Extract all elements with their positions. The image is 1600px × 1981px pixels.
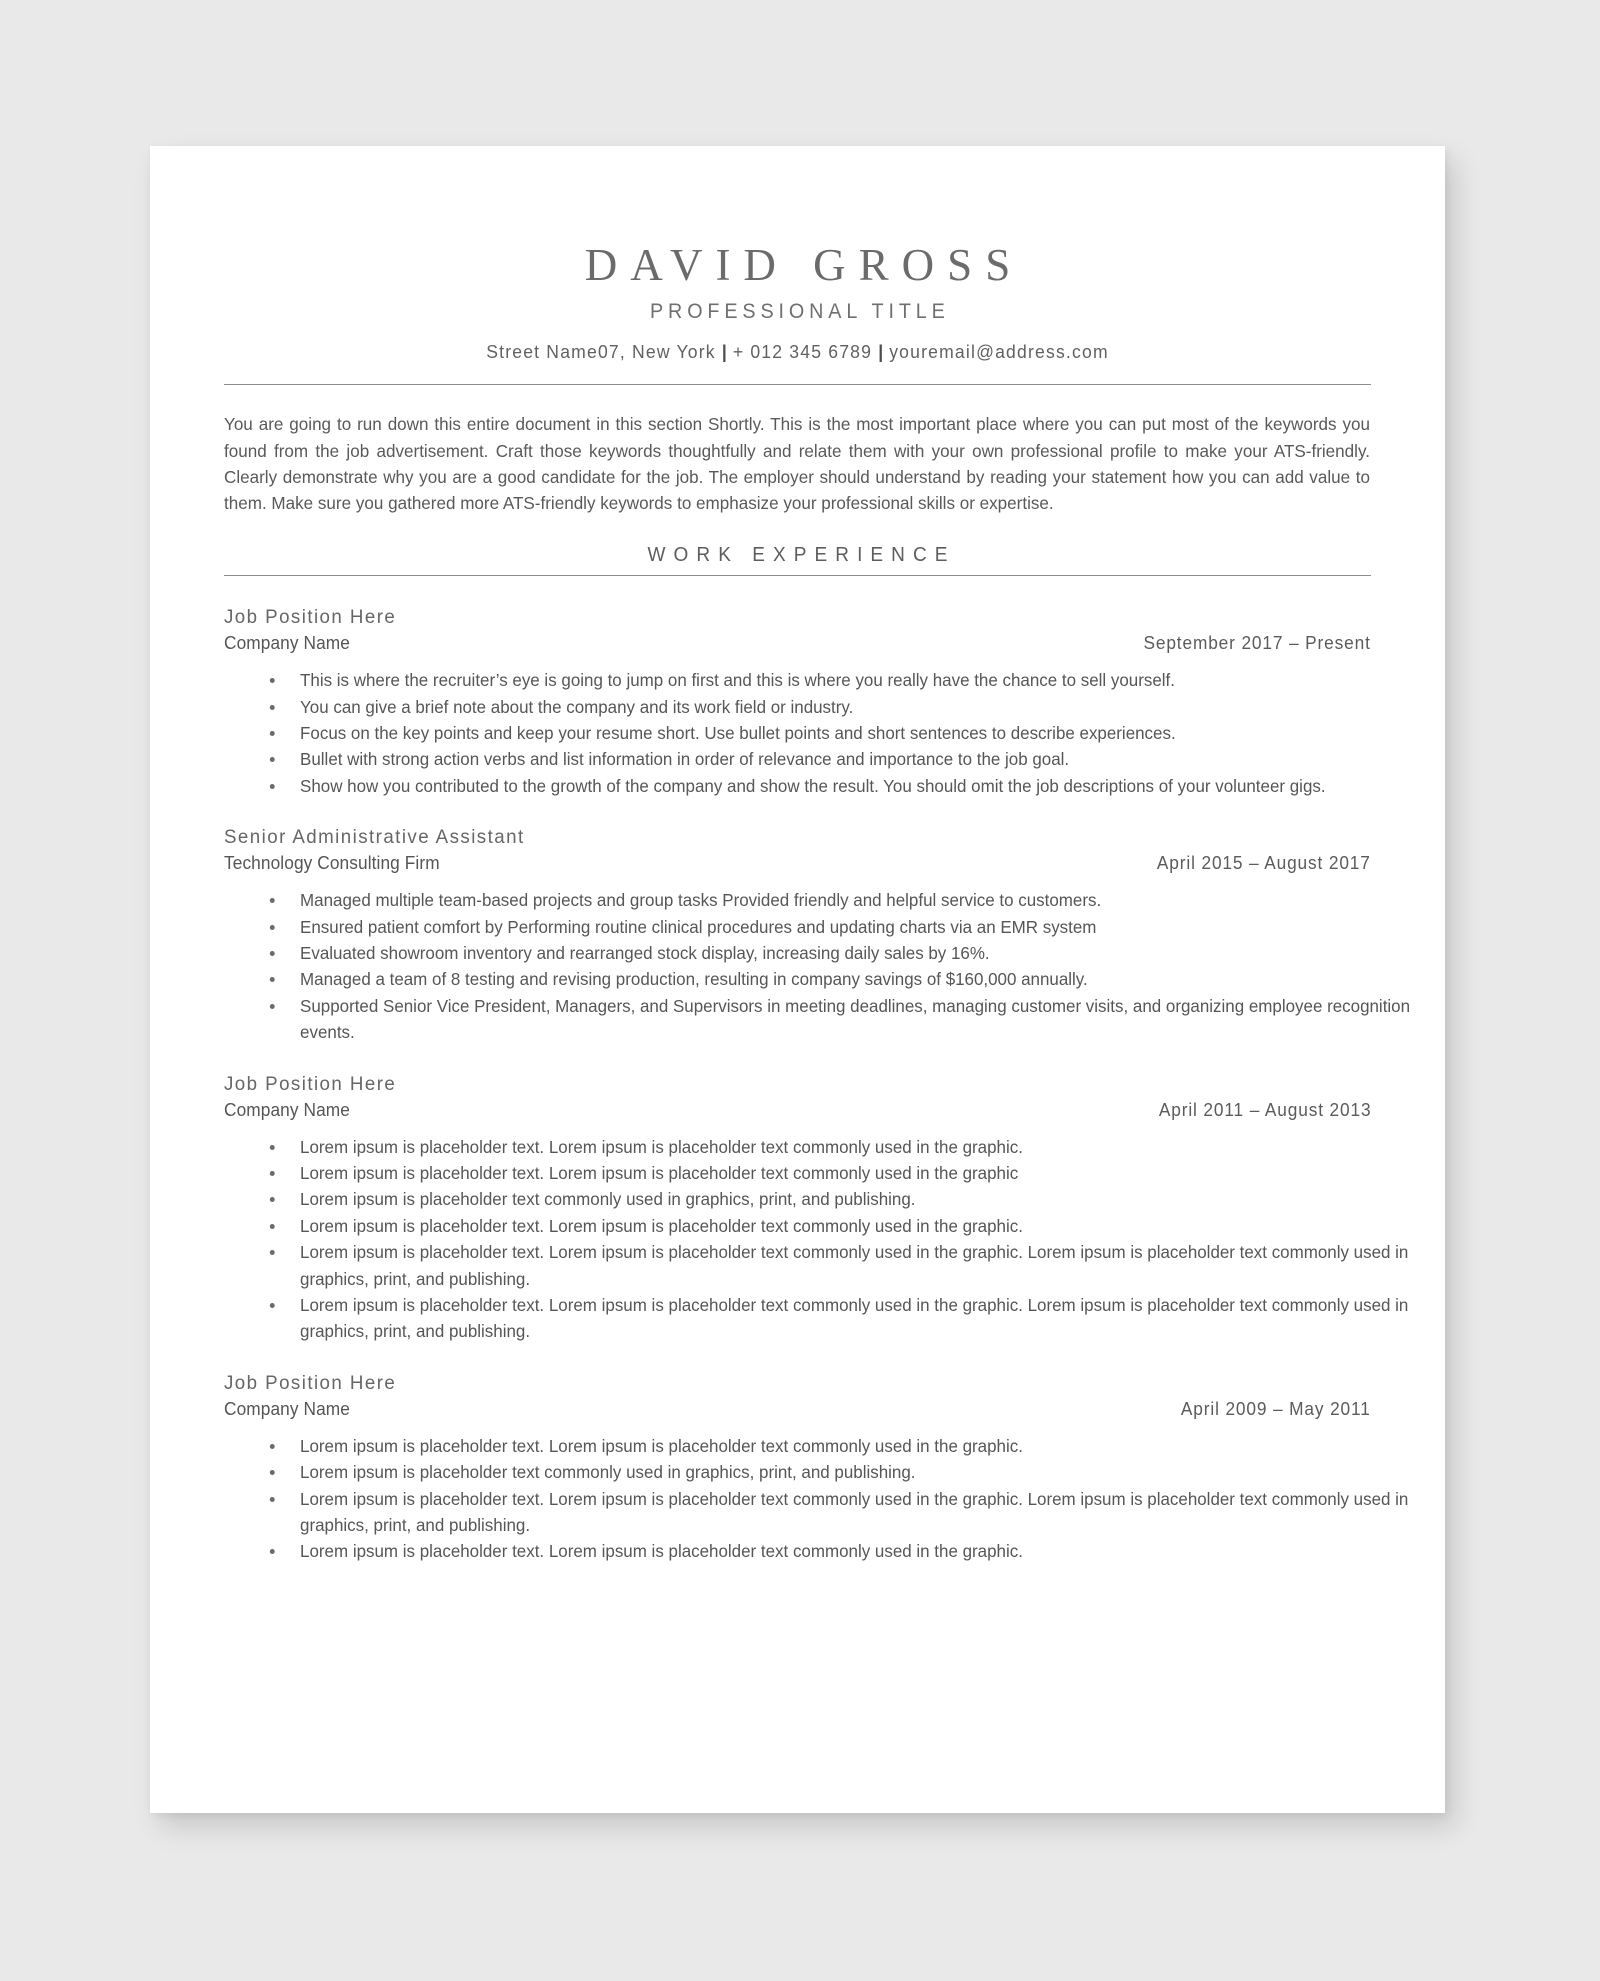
job-meta-row xyxy=(224,630,1371,654)
job-bullet: Lorem ipsum is placeholder text commonly used in graphics, print, and publishing. xyxy=(224,1186,1446,1212)
contact-separator-2: | xyxy=(878,341,884,363)
job-bullet: Managed multiple team-based projects and group tasks Provided friendly and helpful service to customers. xyxy=(224,887,1446,913)
job-bullet-list xyxy=(224,1121,1409,1345)
job-bullet: Lorem ipsum is placeholder text. Lorem ipsum is placeholder text commonly used in the graphic. Lorem ipsum is placeholder text commonly used in graphics, print, and publishing. xyxy=(224,1239,1446,1292)
job-bullet: Lorem ipsum is placeholder text commonly used in graphics, print, and publishing. xyxy=(224,1459,1446,1485)
job-entry xyxy=(224,1046,1409,1345)
job-position: Job Position Here xyxy=(224,1371,397,1394)
job-dates: April 2009 – May 2011 xyxy=(1181,1398,1371,1419)
resume-header xyxy=(224,146,1371,363)
contact-line xyxy=(253,324,1343,363)
job-bullet: Lorem ipsum is placeholder text. Lorem ipsum is placeholder text commonly used in the graphic. xyxy=(224,1134,1446,1160)
job-bullet: Lorem ipsum is placeholder text. Lorem ipsum is placeholder text commonly used in the graphic. xyxy=(224,1433,1446,1459)
job-meta-row xyxy=(224,1396,1371,1420)
job-bullet: Evaluated showroom inventory and rearranged stock display, increasing daily sales by 16%. xyxy=(224,940,1446,966)
contact-phone: + 012 345 6789 xyxy=(732,341,873,363)
job-entry xyxy=(224,799,1411,1045)
job-bullet: Focus on the key points and keep your resume short. Use bullet points and short sentences to describe experiences. xyxy=(224,720,1446,746)
contact-address: Street Name07, New York xyxy=(486,341,716,363)
professional-summary: You are going to run down this entire document in this section Shortly. This is the most important place where you can put most of the keywords you found from the job advertisement. Craft those keywords thoughtfully and relate them with your own professional profile to make your ATS-friendly. Clearly demonstrate why you are a good candidate for the job. The employer should understand by reading your statement how you can add value to them. Make sure you gathered more ATS-friendly keywords to emphasize your professional skills or expertise. xyxy=(224,414,1370,513)
job-entry xyxy=(224,576,1371,799)
section-heading-work-experience: WORK EXPERIENCE xyxy=(647,544,956,567)
job-bullet-list xyxy=(224,1420,1409,1565)
job-dates: April 2015 – August 2017 xyxy=(1157,853,1371,874)
job-bullet-list xyxy=(224,654,1371,799)
job-bullet: Lorem ipsum is placeholder text. Lorem ipsum is placeholder text commonly used in the graphic. xyxy=(224,1538,1446,1564)
job-bullet: Bullet with strong action verbs and list information in order of relevance and importance to the job goal. xyxy=(224,746,1446,772)
job-position: Job Position Here xyxy=(224,606,397,629)
job-bullet: Lorem ipsum is placeholder text. Lorem ipsum is placeholder text commonly used in the graphic. Lorem ipsum is placeholder text commonly used in graphics, print, and publishing. xyxy=(224,1292,1446,1345)
job-dates: September 2017 – Present xyxy=(1143,633,1371,654)
candidate-title: PROFESSIONAL TITLE xyxy=(649,300,950,324)
job-company: Company Name xyxy=(224,633,351,654)
job-bullet: Managed a team of 8 testing and revising production, resulting in company savings of $160,000 annually. xyxy=(224,966,1446,992)
job-bullet: Supported Senior Vice President, Managers, and Supervisors in meeting deadlines, managing customer visits, and organizing employee recognition events. xyxy=(224,993,1446,1046)
job-entry xyxy=(224,1345,1409,1565)
job-bullet: Lorem ipsum is placeholder text. Lorem ipsum is placeholder text commonly used in the graphic xyxy=(224,1160,1446,1186)
work-experience-section xyxy=(224,516,1371,576)
job-meta-row xyxy=(224,850,1371,874)
job-bullet: Ensured patient comfort by Performing routine clinical procedures and updating charts via an EMR system xyxy=(224,914,1446,940)
candidate-name: DAVID GROSS xyxy=(584,240,1024,290)
job-dates: April 2011 – August 2013 xyxy=(1158,1099,1371,1120)
resume-sheet xyxy=(150,146,1445,1813)
job-meta-row xyxy=(224,1097,1371,1121)
job-bullet: Lorem ipsum is placeholder text. Lorem ipsum is placeholder text commonly used in the graphic. xyxy=(224,1213,1446,1239)
contact-email: youremail@address.com xyxy=(889,341,1109,363)
job-position: Job Position Here xyxy=(224,1072,397,1095)
job-company: Technology Consulting Firm xyxy=(224,853,440,874)
job-bullet: You can give a brief note about the company and its work field or industry. xyxy=(224,694,1446,720)
job-bullet: Show how you contributed to the growth of the company and show the result. You should omit the job descriptions of your volunteer gigs. xyxy=(224,773,1446,799)
job-bullet-list xyxy=(224,874,1411,1045)
job-bullet: Lorem ipsum is placeholder text. Lorem ipsum is placeholder text commonly used in the graphic. Lorem ipsum is placeholder text commonly used in graphics, print, and publishing. xyxy=(224,1486,1446,1539)
job-company: Company Name xyxy=(224,1099,351,1120)
job-company: Company Name xyxy=(224,1398,351,1419)
job-position: Senior Administrative Assistant xyxy=(224,826,525,849)
contact-separator-1: | xyxy=(721,341,727,363)
job-bullet: This is where the recruiter’s eye is going to jump on first and this is where you really have the chance to sell yourself. xyxy=(224,667,1446,693)
job-list xyxy=(224,576,1411,1565)
